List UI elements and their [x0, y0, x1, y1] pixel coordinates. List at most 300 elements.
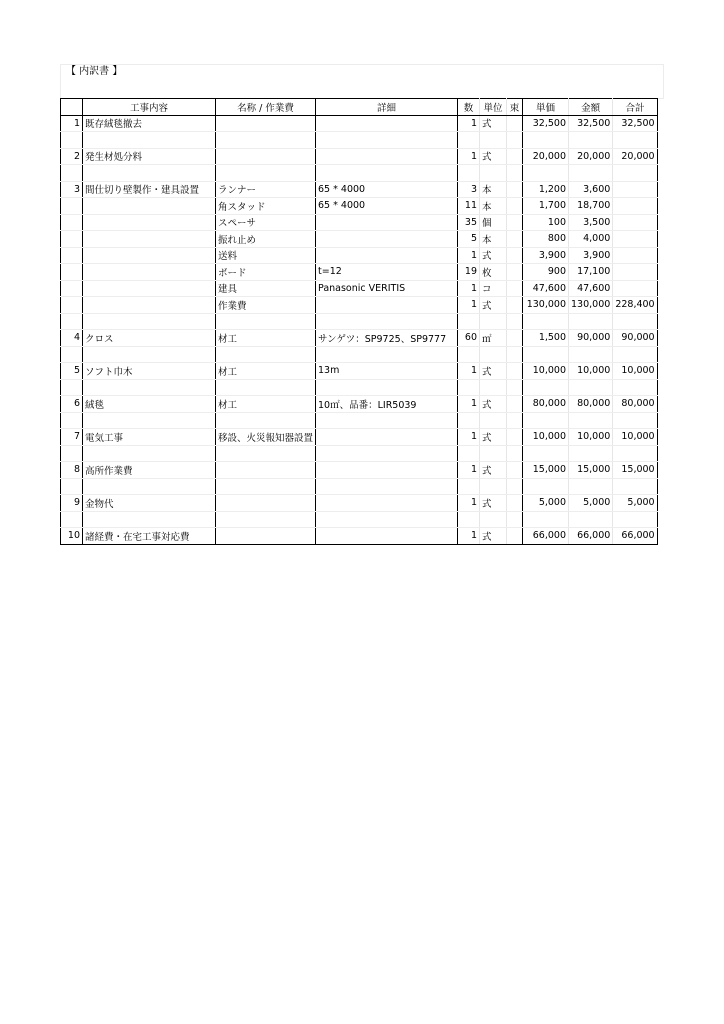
cell-no: 7 — [61, 429, 83, 446]
cell-name: スペーサ — [216, 214, 316, 231]
cell-bundle — [507, 429, 523, 446]
cell-price: 20,000 — [523, 148, 569, 165]
cell-no — [61, 478, 83, 495]
cell-name — [216, 115, 316, 132]
cell-unit — [480, 379, 507, 396]
cell-no: 8 — [61, 462, 83, 479]
cell-amount: 20,000 — [569, 148, 613, 165]
cell-bundle — [507, 445, 523, 462]
cell-content: 発生材処分料 — [83, 148, 216, 165]
cell-unit: ㎡ — [480, 330, 507, 347]
table-row — [61, 214, 658, 231]
cell-content — [83, 445, 216, 462]
cell-detail — [316, 462, 458, 479]
cell-qty: 11 — [458, 198, 480, 215]
cell-no — [61, 165, 83, 182]
table-row — [61, 330, 658, 347]
cell-unit — [480, 313, 507, 330]
cell-name: 角スタッド — [216, 198, 316, 215]
cell-total — [613, 313, 657, 330]
cell-unit: 本 — [480, 181, 507, 198]
cell-detail — [316, 231, 458, 248]
cell-detail — [316, 214, 458, 231]
cell-amount: 90,000 — [569, 330, 613, 347]
cell-name: 振れ止め — [216, 231, 316, 248]
cell-no — [61, 297, 83, 314]
cell-amount — [569, 412, 613, 429]
cell-price: 32,500 — [523, 115, 569, 132]
cell-qty: 60 — [458, 330, 480, 347]
cell-total — [613, 445, 657, 462]
cell-content: 絨毯 — [83, 396, 216, 413]
cell-name: 移設、火災報知器設置 — [216, 429, 316, 446]
table-row — [61, 495, 658, 512]
cell-no — [61, 313, 83, 330]
cell-bundle — [507, 363, 523, 380]
cell-unit: 式 — [480, 115, 507, 132]
spacer-row — [61, 412, 658, 429]
cell-amount: 130,000 — [569, 297, 613, 314]
cell-name — [216, 148, 316, 165]
spacer-row — [61, 346, 658, 363]
cell-price: 66,000 — [523, 528, 569, 545]
cell-qty — [458, 412, 480, 429]
cell-price: 80,000 — [523, 396, 569, 413]
cell-qty — [458, 346, 480, 363]
spacer-row — [61, 132, 658, 149]
cell-bundle — [507, 165, 523, 182]
cell-content — [83, 132, 216, 149]
cell-amount: 3,600 — [569, 181, 613, 198]
cell-price: 5,000 — [523, 495, 569, 512]
cell-content: 高所作業費 — [83, 462, 216, 479]
cell-no: 1 — [61, 115, 83, 132]
cell-unit: 式 — [480, 495, 507, 512]
header-row — [61, 99, 658, 116]
cell-bundle — [507, 346, 523, 363]
cell-bundle — [507, 181, 523, 198]
cell-detail — [316, 297, 458, 314]
cell-name: 建具 — [216, 280, 316, 297]
cell-unit: 式 — [480, 148, 507, 165]
cell-no: 2 — [61, 148, 83, 165]
spacer-row — [61, 511, 658, 528]
cell-price — [523, 511, 569, 528]
cell-amount — [569, 379, 613, 396]
cell-bundle — [507, 231, 523, 248]
cell-total — [613, 198, 657, 215]
spacer-row — [61, 478, 658, 495]
cell-content: 電気工事 — [83, 429, 216, 446]
table-row — [61, 297, 658, 314]
cell-price — [523, 412, 569, 429]
cell-total: 15,000 — [613, 462, 657, 479]
cell-bundle — [507, 495, 523, 512]
cell-unit: 式 — [480, 528, 507, 545]
cell-qty: 5 — [458, 231, 480, 248]
cell-detail — [316, 528, 458, 545]
cell-no — [61, 379, 83, 396]
cell-amount — [569, 478, 613, 495]
spacer-row — [61, 165, 658, 182]
cell-qty: 19 — [458, 264, 480, 281]
cell-amount: 3,900 — [569, 247, 613, 264]
cell-unit — [480, 165, 507, 182]
cell-amount — [569, 165, 613, 182]
cell-qty: 1 — [458, 363, 480, 380]
cell-qty — [458, 132, 480, 149]
spacer-row — [61, 445, 658, 462]
cell-total: 66,000 — [613, 528, 657, 545]
cell-price — [523, 132, 569, 149]
cell-name — [216, 445, 316, 462]
cell-name — [216, 495, 316, 512]
cell-price: 1,500 — [523, 330, 569, 347]
cell-amount: 32,500 — [569, 115, 613, 132]
cell-unit: 式 — [480, 247, 507, 264]
cell-qty: 1 — [458, 528, 480, 545]
header-price: 単価 — [523, 99, 569, 116]
cell-content — [83, 346, 216, 363]
cell-name: 材工 — [216, 363, 316, 380]
cell-name: 作業費 — [216, 297, 316, 314]
cell-price: 47,600 — [523, 280, 569, 297]
cell-total — [613, 478, 657, 495]
cell-total — [613, 214, 657, 231]
cell-content — [83, 231, 216, 248]
cell-total — [613, 247, 657, 264]
cell-total — [613, 231, 657, 248]
cell-unit: 枚 — [480, 264, 507, 281]
cell-name — [216, 346, 316, 363]
cell-price: 130,000 — [523, 297, 569, 314]
cell-name: ランナー — [216, 181, 316, 198]
cell-name: 材工 — [216, 396, 316, 413]
cell-qty: 1 — [458, 247, 480, 264]
cell-bundle — [507, 379, 523, 396]
table-row — [61, 198, 658, 215]
table-row — [61, 528, 658, 545]
cell-unit — [480, 445, 507, 462]
cell-name — [216, 379, 316, 396]
cell-bundle — [507, 115, 523, 132]
cell-detail: t=12 — [316, 264, 458, 281]
cell-no — [61, 231, 83, 248]
cell-detail — [316, 412, 458, 429]
cell-detail: サンゲツ：SP9725、SP9777 — [316, 330, 458, 347]
cell-price: 10,000 — [523, 363, 569, 380]
cell-bundle — [507, 313, 523, 330]
cell-price: 800 — [523, 231, 569, 248]
cell-bundle — [507, 280, 523, 297]
cell-content — [83, 478, 216, 495]
cell-qty: 3 — [458, 181, 480, 198]
document-title: 【 内訳書 】 — [66, 66, 123, 77]
cell-total — [613, 181, 657, 198]
cell-content — [83, 379, 216, 396]
cell-detail: 10㎡、品番：LIR5039 — [316, 396, 458, 413]
cell-detail — [316, 379, 458, 396]
cell-qty — [458, 379, 480, 396]
cell-name — [216, 313, 316, 330]
cell-unit — [480, 132, 507, 149]
cell-bundle — [507, 330, 523, 347]
cell-detail — [316, 511, 458, 528]
cell-bundle — [507, 297, 523, 314]
cell-total: 228,400 — [613, 297, 657, 314]
cell-qty: 1 — [458, 280, 480, 297]
cell-bundle — [507, 214, 523, 231]
cell-total — [613, 280, 657, 297]
cell-price: 900 — [523, 264, 569, 281]
cell-qty: 35 — [458, 214, 480, 231]
cell-unit — [480, 511, 507, 528]
cell-amount: 80,000 — [569, 396, 613, 413]
cell-detail — [316, 132, 458, 149]
cell-total: 10,000 — [613, 363, 657, 380]
header-amount: 金額 — [569, 99, 613, 116]
cell-no — [61, 346, 83, 363]
cell-no — [61, 412, 83, 429]
cell-bundle — [507, 264, 523, 281]
cell-price: 15,000 — [523, 462, 569, 479]
cell-content — [83, 313, 216, 330]
cell-detail — [316, 495, 458, 512]
sheet-grid-top — [60, 64, 664, 99]
cell-detail — [316, 247, 458, 264]
cell-price: 1,200 — [523, 181, 569, 198]
cell-qty — [458, 445, 480, 462]
cell-qty: 1 — [458, 148, 480, 165]
table-row — [61, 280, 658, 297]
cell-bundle — [507, 247, 523, 264]
cell-total: 5,000 — [613, 495, 657, 512]
cell-detail — [316, 115, 458, 132]
cell-content — [83, 280, 216, 297]
cell-name — [216, 132, 316, 149]
cell-no: 4 — [61, 330, 83, 347]
cell-qty: 1 — [458, 429, 480, 446]
cell-qty: 1 — [458, 115, 480, 132]
cell-price: 3,900 — [523, 247, 569, 264]
cell-name: 材工 — [216, 330, 316, 347]
table-row — [61, 181, 658, 198]
cell-bundle — [507, 412, 523, 429]
cell-name — [216, 412, 316, 429]
cell-qty: 1 — [458, 396, 480, 413]
cell-amount: 10,000 — [569, 363, 613, 380]
cell-name — [216, 462, 316, 479]
cell-unit: 本 — [480, 198, 507, 215]
cell-amount — [569, 511, 613, 528]
cell-detail — [316, 165, 458, 182]
cell-content: 間仕切り壁製作・建具設置 — [83, 181, 216, 198]
cell-price — [523, 165, 569, 182]
cell-total — [613, 412, 657, 429]
cell-unit: 本 — [480, 231, 507, 248]
cell-unit — [480, 346, 507, 363]
cell-qty: 1 — [458, 495, 480, 512]
cell-price — [523, 445, 569, 462]
cell-total — [613, 346, 657, 363]
cell-content — [83, 198, 216, 215]
table-row — [61, 396, 658, 413]
cell-amount — [569, 132, 613, 149]
cell-content — [83, 297, 216, 314]
breakdown-table — [60, 98, 658, 545]
cell-amount: 5,000 — [569, 495, 613, 512]
cell-qty — [458, 165, 480, 182]
cell-price — [523, 379, 569, 396]
cell-no — [61, 445, 83, 462]
cell-total: 90,000 — [613, 330, 657, 347]
spacer-row — [61, 379, 658, 396]
cell-bundle — [507, 478, 523, 495]
cell-no — [61, 214, 83, 231]
cell-total: 20,000 — [613, 148, 657, 165]
cell-total — [613, 264, 657, 281]
cell-amount: 66,000 — [569, 528, 613, 545]
cell-no — [61, 247, 83, 264]
cell-content: 既存絨毯撤去 — [83, 115, 216, 132]
cell-content — [83, 214, 216, 231]
cell-content — [83, 247, 216, 264]
cell-unit: 式 — [480, 429, 507, 446]
cell-no: 5 — [61, 363, 83, 380]
table-row — [61, 429, 658, 446]
cell-price: 10,000 — [523, 429, 569, 446]
cell-name — [216, 511, 316, 528]
cell-price: 100 — [523, 214, 569, 231]
cell-no — [61, 280, 83, 297]
cell-name: 送料 — [216, 247, 316, 264]
cell-total: 32,500 — [613, 115, 657, 132]
cell-price — [523, 313, 569, 330]
cell-total — [613, 132, 657, 149]
table-row — [61, 231, 658, 248]
cell-no: 6 — [61, 396, 83, 413]
cell-unit: 式 — [480, 396, 507, 413]
cell-amount — [569, 313, 613, 330]
cell-no: 10 — [61, 528, 83, 545]
cell-total — [613, 379, 657, 396]
cell-detail — [316, 478, 458, 495]
cell-total: 10,000 — [613, 429, 657, 446]
cell-amount: 47,600 — [569, 280, 613, 297]
cell-content: ソフト巾木 — [83, 363, 216, 380]
header-no — [61, 99, 83, 116]
header-qty: 数 — [458, 99, 480, 116]
cell-name: ボード — [216, 264, 316, 281]
header-content: 工事内容 — [83, 99, 216, 116]
cell-amount: 3,500 — [569, 214, 613, 231]
cell-total: 80,000 — [613, 396, 657, 413]
cell-content — [83, 511, 216, 528]
header-name: 名称 / 作業費 — [216, 99, 316, 116]
cell-detail — [316, 313, 458, 330]
cell-detail: 65 * 4000 — [316, 181, 458, 198]
table-row — [61, 247, 658, 264]
cell-unit: 個 — [480, 214, 507, 231]
cell-bundle — [507, 198, 523, 215]
cell-unit: コ — [480, 280, 507, 297]
cell-name — [216, 478, 316, 495]
cell-unit: 式 — [480, 297, 507, 314]
cell-amount: 18,700 — [569, 198, 613, 215]
cell-detail — [316, 148, 458, 165]
cell-qty — [458, 478, 480, 495]
cell-no — [61, 198, 83, 215]
cell-amount — [569, 346, 613, 363]
cell-name — [216, 165, 316, 182]
cell-content — [83, 264, 216, 281]
cell-unit — [480, 478, 507, 495]
header-unit: 単位 — [480, 99, 507, 116]
cell-price — [523, 478, 569, 495]
cell-price — [523, 346, 569, 363]
cell-total — [613, 511, 657, 528]
cell-qty: 1 — [458, 297, 480, 314]
header-detail: 詳細 — [316, 99, 458, 116]
spacer-row — [61, 313, 658, 330]
cell-detail: 65 * 4000 — [316, 198, 458, 215]
cell-no: 3 — [61, 181, 83, 198]
cell-amount — [569, 445, 613, 462]
cell-no — [61, 511, 83, 528]
table-row — [61, 363, 658, 380]
cell-name — [216, 528, 316, 545]
cell-detail — [316, 429, 458, 446]
cell-bundle — [507, 462, 523, 479]
cell-qty: 1 — [458, 462, 480, 479]
cell-amount: 4,000 — [569, 231, 613, 248]
cell-amount: 15,000 — [569, 462, 613, 479]
table-row — [61, 115, 658, 132]
cell-price: 1,700 — [523, 198, 569, 215]
cell-no: 9 — [61, 495, 83, 512]
cell-content: 金物代 — [83, 495, 216, 512]
cell-detail: 13m — [316, 363, 458, 380]
cell-qty — [458, 313, 480, 330]
cell-bundle — [507, 511, 523, 528]
cell-unit: 式 — [480, 462, 507, 479]
cell-detail: Panasonic VERITIS — [316, 280, 458, 297]
table-row — [61, 264, 658, 281]
cell-bundle — [507, 132, 523, 149]
cell-unit: 式 — [480, 363, 507, 380]
cell-no — [61, 264, 83, 281]
cell-amount: 10,000 — [569, 429, 613, 446]
header-total: 合計 — [613, 99, 657, 116]
cell-detail — [316, 346, 458, 363]
cell-bundle — [507, 396, 523, 413]
header-bundle: 束 — [507, 99, 523, 116]
table-row — [61, 148, 658, 165]
cell-unit — [480, 412, 507, 429]
cell-no — [61, 132, 83, 149]
cell-amount: 17,100 — [569, 264, 613, 281]
cell-qty — [458, 511, 480, 528]
cell-content — [83, 412, 216, 429]
table-row — [61, 462, 658, 479]
cell-bundle — [507, 148, 523, 165]
cell-content — [83, 165, 216, 182]
cell-detail — [316, 445, 458, 462]
cell-content: クロス — [83, 330, 216, 347]
cell-content: 諸経費・在宅工事対応費 — [83, 528, 216, 545]
cell-total — [613, 165, 657, 182]
cell-bundle — [507, 528, 523, 545]
